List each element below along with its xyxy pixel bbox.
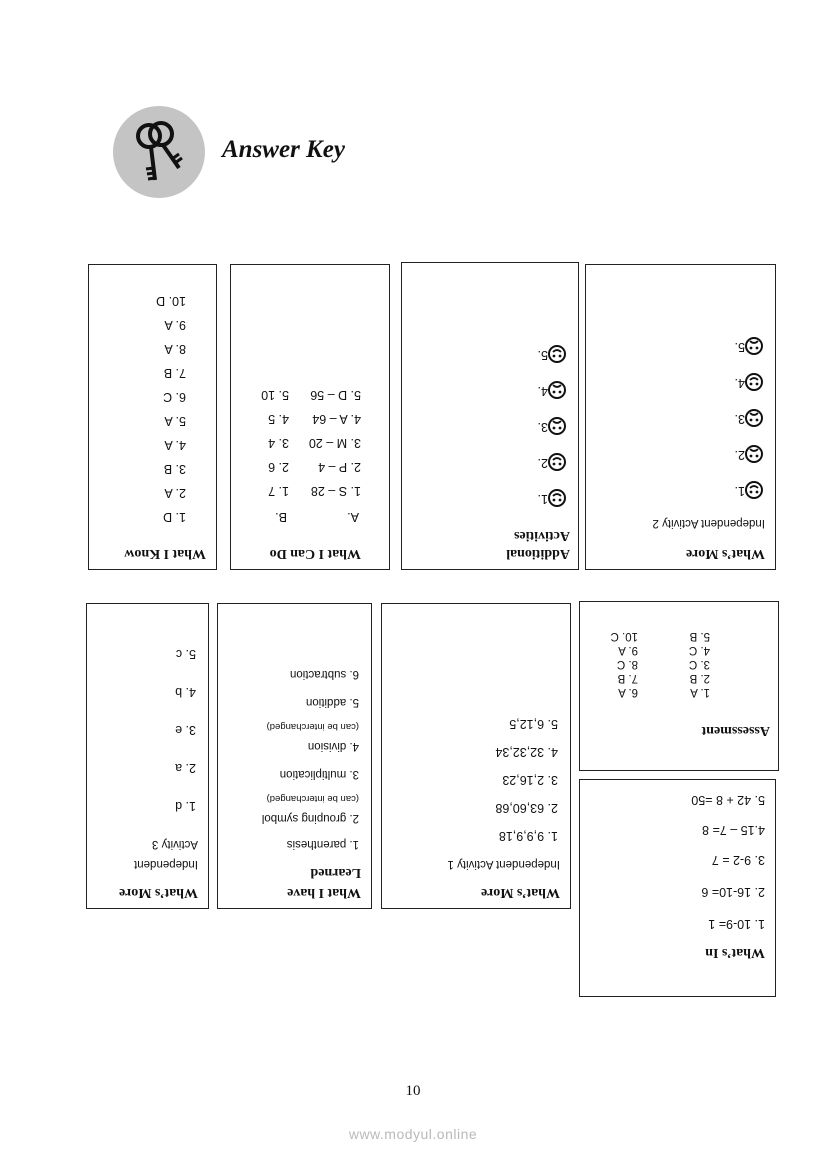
list-item-note: (can be interchanged) bbox=[266, 793, 359, 804]
table-row-a: 5. D – 56 bbox=[310, 388, 361, 402]
list-item-number: 2. bbox=[734, 448, 745, 462]
list-item: 2. a bbox=[175, 761, 196, 775]
list-item: 2. grouping symbol bbox=[261, 812, 359, 824]
list-item-number: 5. bbox=[734, 340, 745, 354]
smile-icon bbox=[745, 373, 763, 391]
answer-key-logo bbox=[113, 106, 205, 198]
list-item: 3. multiplication bbox=[279, 768, 359, 780]
whats-more-heading: What’s More bbox=[481, 885, 560, 900]
what-i-can-do-heading: What I Can Do bbox=[269, 546, 361, 561]
whats-in-heading: What’s In bbox=[705, 945, 765, 960]
list-item: 3. C bbox=[688, 658, 710, 670]
what-i-know-heading: What I Know bbox=[124, 546, 206, 561]
whats-more-heading: What’s More bbox=[119, 885, 198, 900]
list-item: 5. addition bbox=[305, 696, 359, 708]
list-item: 4. division bbox=[307, 740, 359, 752]
activity-subtitle: Independent Activity 1 bbox=[447, 858, 560, 870]
additional-activities-box bbox=[401, 262, 579, 570]
list-item: 5. B bbox=[689, 630, 710, 642]
list-item: 4. 32,32,34 bbox=[495, 745, 558, 759]
activity-subtitle-line2: Activity 3 bbox=[151, 838, 198, 850]
what-i-have-learned-heading-line2: Learned bbox=[310, 865, 361, 880]
list-item-note: (can be interchanged) bbox=[266, 721, 359, 732]
list-item: 2. B bbox=[689, 672, 710, 684]
list-item: 6. A bbox=[618, 686, 638, 698]
list-item: 1. d bbox=[175, 799, 196, 813]
activity-subtitle: Independent Activity 2 bbox=[652, 517, 765, 529]
list-item: 9. A bbox=[164, 318, 186, 332]
list-item: 5. 42 + 8 =50 bbox=[691, 793, 765, 807]
list-item: 6. C bbox=[163, 390, 186, 404]
additional-activities-heading-line1: Additional bbox=[506, 546, 570, 561]
list-item: 2. A bbox=[164, 486, 186, 500]
table-row-a: 1. S – 28 bbox=[310, 484, 361, 498]
page-title: Answer Key bbox=[222, 136, 345, 163]
list-item-number: 4. bbox=[734, 376, 745, 390]
list-item: 8. A bbox=[164, 342, 186, 356]
list-item: 8. C bbox=[616, 658, 638, 670]
list-item: 1. 10-9= 1 bbox=[708, 917, 765, 931]
list-item-number: 3. bbox=[537, 420, 548, 434]
smile-icon bbox=[548, 453, 566, 471]
list-item: 10. D bbox=[156, 294, 186, 308]
list-item: 3. B bbox=[163, 462, 186, 476]
assessment-box bbox=[579, 601, 779, 771]
list-item-number: 5. bbox=[537, 348, 548, 362]
table-row-b: 4. 5 bbox=[268, 412, 289, 426]
frown-icon bbox=[548, 417, 566, 435]
activity-subtitle-line1: Independent bbox=[134, 858, 198, 870]
whats-more-activity-2-box bbox=[585, 264, 776, 570]
frown-icon bbox=[745, 337, 763, 355]
whats-more-heading: What’s More bbox=[686, 546, 765, 561]
frown-icon bbox=[745, 445, 763, 463]
list-item: 7. B bbox=[617, 672, 638, 684]
whats-in-box bbox=[579, 779, 776, 997]
list-item-number: 4. bbox=[537, 384, 548, 398]
list-item: 4. A bbox=[164, 438, 186, 452]
list-item: 5. A bbox=[164, 414, 186, 428]
table-row-b: 5. 10 bbox=[261, 388, 289, 402]
list-item: 1. parenthesis bbox=[286, 838, 359, 850]
table-row-b: 3. 4 bbox=[268, 436, 289, 450]
whats-more-activity-1-box bbox=[381, 603, 571, 909]
list-item: 6. subtraction bbox=[289, 668, 359, 680]
list-item: 2. 63,60,68 bbox=[495, 801, 558, 815]
list-item: 3. 9-2 = 7 bbox=[711, 853, 765, 867]
list-item: 1. D bbox=[163, 510, 186, 524]
keys-icon bbox=[113, 106, 205, 198]
table-row-b: 1. 7 bbox=[268, 484, 289, 498]
list-item: 1. A bbox=[690, 686, 710, 698]
table-row-a: 4. A – 64 bbox=[312, 412, 361, 426]
watermark: www.modyul.online bbox=[348, 1126, 478, 1142]
list-item: 1. 9,9,9,18 bbox=[498, 829, 558, 843]
smile-icon bbox=[548, 489, 566, 507]
list-item-number: 2. bbox=[537, 456, 548, 470]
table-row-a: 2. P – 4 bbox=[318, 460, 361, 474]
table-row-a: 3. M – 20 bbox=[308, 436, 361, 450]
frown-icon bbox=[745, 409, 763, 427]
frown-icon bbox=[548, 381, 566, 399]
list-item: 2. 16-10= 6 bbox=[701, 885, 765, 899]
what-i-know-box bbox=[88, 264, 217, 570]
additional-activities-heading-line2: Activities bbox=[514, 528, 570, 543]
list-item: 5. 6,12,5 bbox=[509, 717, 558, 731]
list-item: 7. B bbox=[163, 366, 186, 380]
list-item: 4. C bbox=[688, 644, 710, 656]
list-item-number: 1. bbox=[537, 492, 548, 506]
whats-more-activity-3-box bbox=[86, 603, 209, 909]
list-item: 3. 2,16,23 bbox=[502, 773, 558, 787]
list-item-number: 3. bbox=[734, 412, 745, 426]
list-item: 3. e bbox=[175, 723, 196, 737]
list-item: 4.15 – 7= 8 bbox=[702, 823, 765, 837]
what-i-can-do-box bbox=[230, 264, 390, 570]
what-i-have-learned-heading-line1: What I have bbox=[287, 885, 361, 900]
smile-icon bbox=[745, 481, 763, 499]
smile-icon bbox=[548, 345, 566, 363]
what-i-have-learned-box bbox=[217, 603, 372, 909]
list-item: 4. b bbox=[175, 685, 196, 699]
list-item: 5. c bbox=[175, 647, 196, 661]
list-item: 10. C bbox=[610, 630, 638, 642]
assessment-heading: Assessment bbox=[701, 723, 770, 738]
column-b-label: B. bbox=[275, 510, 287, 524]
page-number: 10 bbox=[405, 1083, 421, 1099]
column-a-label: A. bbox=[347, 510, 359, 524]
table-row-b: 2. 6 bbox=[268, 460, 289, 474]
list-item: 9. A bbox=[618, 644, 638, 656]
list-item-number: 1. bbox=[734, 484, 745, 498]
